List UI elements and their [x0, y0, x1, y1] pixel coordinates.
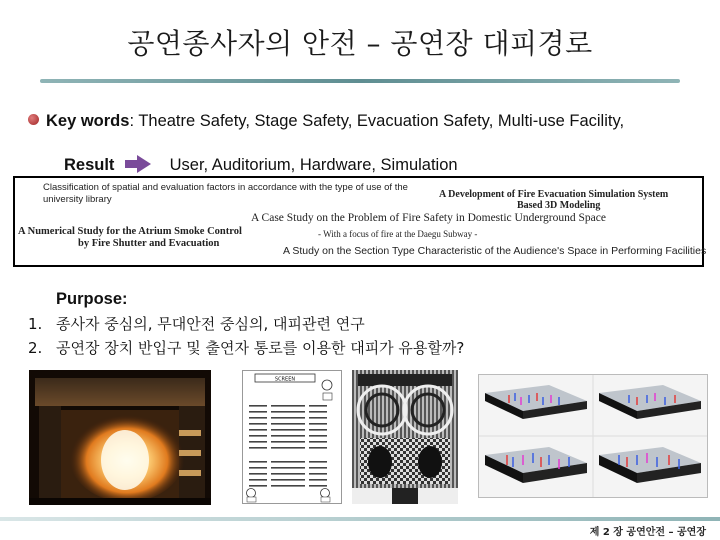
paper-title-4-line1: A Numerical Study for the Atrium Smoke Control: [18, 226, 242, 237]
purpose-label: Purpose: [56, 290, 123, 308]
footer-divider: [0, 517, 720, 521]
screen-label: SCREEN: [274, 376, 296, 383]
bullet-icon: [28, 114, 39, 125]
footer-chapter-label: 제 2 장 공연안전 – 공연장: [589, 527, 706, 538]
paper-title-2-line1: A Development of Fire Evacuation Simulation System: [439, 189, 669, 200]
title-divider: [40, 79, 680, 83]
paper-title-4-line2: by Fire Shutter and Evacuation: [78, 238, 220, 249]
paper-title-2-line2: Based 3D Modeling: [517, 200, 601, 211]
seating-plan-image: [243, 371, 341, 503]
paper-title-3: A Case Study on the Problem of Fire Safety in Domestic Underground Space: [251, 212, 606, 224]
simulation-map-image: [352, 370, 458, 504]
list-text: 공연장 장치 반입구 및 출연자 통로를 이용한 대피가 유용할까?: [56, 339, 465, 357]
slide-title: 공연종사자의 안전 – 공연장 대피경로: [127, 27, 593, 60]
3d-simulation-image: [479, 375, 707, 497]
keywords-text: : Theatre Safety, Stage Safety, Evacuation Safety, Multi-use Facility,: [129, 112, 625, 130]
paper-titles-box: [13, 176, 707, 267]
paper-title-3-subtitle: - With a focus of fire at the Daegu Subway -: [318, 229, 478, 239]
purpose-colon: :: [122, 290, 128, 308]
stage-fire-photo: [29, 370, 211, 505]
seating-plan-drawing: [242, 370, 342, 504]
result-items: User, Auditorium, Hardware, Simulation: [169, 156, 458, 174]
paper-title-1-line2: university library: [43, 194, 112, 205]
paper-title-5: A Study on the Section Type Characteristic of the Audience's Space in Performing Facilities: [283, 245, 707, 257]
paper-title-1-line1: Classification of spatial and evaluation factors in accordance with the type of use of the: [43, 182, 408, 193]
list-item: [28, 336, 464, 360]
list-number: 1.: [28, 315, 43, 333]
3d-simulation-renders: [478, 374, 708, 498]
list-number: 2.: [28, 339, 43, 357]
purpose-heading: [56, 290, 128, 309]
list-text: 종사자 중심의, 무대안전 중심의, 대피관련 연구: [56, 315, 365, 333]
keywords-label: Key words: [46, 112, 130, 130]
keywords-row: [28, 112, 624, 131]
right-arrow-icon: [125, 155, 151, 173]
stage-fire-image: [29, 370, 211, 505]
list-item: [28, 312, 464, 336]
result-row: [64, 155, 458, 175]
purpose-list: [28, 312, 464, 360]
evacuation-simulation-map: [352, 370, 458, 504]
result-label: Result: [64, 156, 115, 174]
